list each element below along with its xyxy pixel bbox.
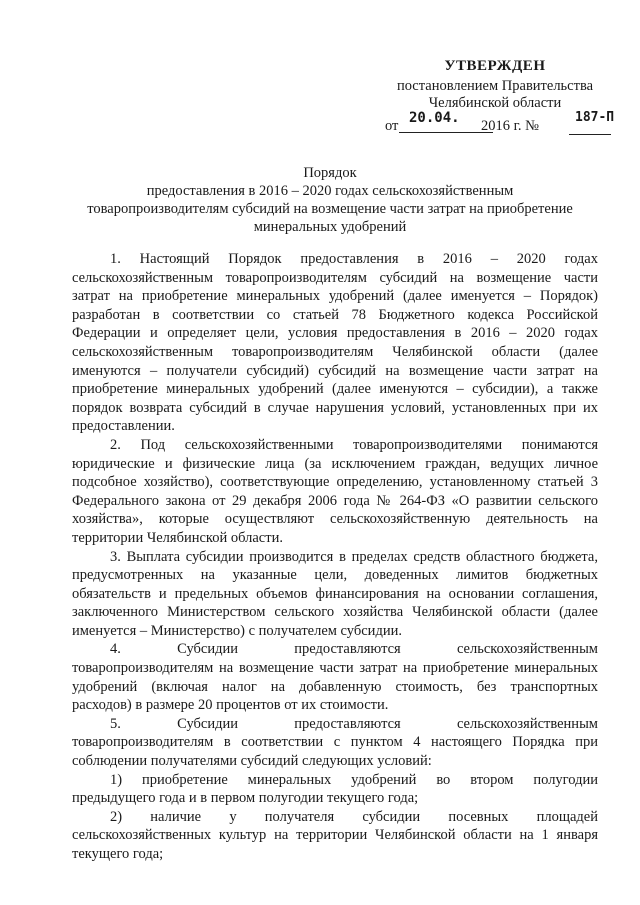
paragraph-line: сельскохозяйственным товаропроизводителям Челябинской области (далее	[72, 343, 598, 360]
document-title	[60, 164, 600, 236]
date-prefix: от	[385, 118, 399, 134]
title-line-1: Порядок	[303, 165, 357, 181]
paragraph-line: сельскохозяйственным товаропроизводителям субсидий на возмещение части	[72, 269, 598, 286]
paragraph-line: затрат на приобретение минеральных удобрений (далее именуется – Порядок)	[72, 288, 598, 305]
paragraph-line: разработан в соответствии со статьей 78 Бюджетного кодекса Российской	[72, 306, 598, 323]
paragraph-4	[72, 640, 598, 714]
resolution-date-line	[357, 110, 617, 134]
paragraph-line: 3. Выплата субсидии производится в пределах средств областного бюджета,	[110, 548, 598, 565]
paragraph-line: удобрений (включая налог на добавленную стоимость, без транспортных	[72, 678, 598, 695]
document-body	[72, 250, 598, 864]
paragraph-line: сельскохозяйственных культур на территории Челябинской области на 1 января	[72, 827, 598, 844]
paragraph-line: юридические и физические лица (за исключением граждан, ведущих личное	[72, 455, 598, 472]
approved-by-line: постановлением Правительства	[396, 78, 594, 94]
number-underline	[569, 134, 611, 135]
paragraph-line: территории Челябинской области.	[72, 529, 283, 546]
paragraph-line: 1) приобретение минеральных удобрений во втором полугодии	[110, 771, 598, 788]
paragraph-line: предыдущего года и в первом полугодии текущего года;	[72, 790, 419, 807]
paragraph-line: товаропроизводителям в соответствии с пунктом 4 настоящего Порядка при	[72, 734, 598, 751]
paragraph-3	[72, 548, 598, 641]
resolution-number: 187-П	[575, 110, 615, 125]
title-line-4: минеральных удобрений	[253, 219, 407, 235]
paragraph-line: предусмотренных на указанные цели, доведенных лимитов бюджетных	[72, 567, 598, 584]
paragraph-line: именуются – получатели субсидий) субсидий на возмещение части затрат на	[72, 362, 598, 379]
paragraph-1	[72, 250, 598, 436]
paragraph-line: Федерации и определяет цели, условия предоставления в 2016 – 2020 годах	[72, 325, 598, 342]
paragraph-line: 2. Под сельскохозяйственными товаропроизводителями понимаются	[110, 436, 598, 453]
approved-heading: УТВЕРЖДЕН	[444, 58, 546, 74]
paragraph-line: Федерального закона от 29 декабря 2006 года № 264-ФЗ «О развитии сельского	[72, 492, 598, 509]
paragraph-line: подсобное хозяйство), соответствующие определению, установленному статьей 3	[72, 474, 598, 491]
paragraph-line: хозяйства», которые осуществляют сельскохозяйственную деятельность на	[72, 511, 598, 528]
title-line-2: предоставления в 2016 – 2020 годах сельскохозяйственным	[146, 183, 514, 199]
year-and-number-label: 2016 г. №	[481, 118, 540, 134]
paragraph-line: порядок возврата субсидий в случае нарушения условий, установленных при их	[72, 399, 598, 416]
approval-stamp	[380, 58, 610, 112]
paragraph-line: текущего года;	[72, 846, 164, 862]
paragraph-line: предоставлении.	[72, 418, 175, 435]
paragraph-line: 4. Субсидии предоставляются сельскохозяйственным	[110, 641, 598, 658]
paragraph-line: 2) наличие у получателя субсидии посевных площадей	[110, 808, 598, 825]
paragraph-line: 1. Настоящий Порядок предоставления в 2016 – 2020 годах	[110, 251, 598, 267]
resolution-date: 20.04.	[409, 110, 460, 126]
region-line: Челябинской области	[428, 95, 562, 111]
paragraph-line: именуется – Министерство) с получателем субсидии.	[72, 622, 402, 639]
paragraph-5	[72, 715, 598, 771]
paragraph-line: 5. Субсидии предоставляются сельскохозяйственным	[110, 715, 598, 732]
paragraph-line: обязательств и предельных объемов финансирования на основании соглашения,	[72, 585, 598, 602]
title-line-3: товаропроизводителям субсидий на возмещение части затрат на приобретение	[87, 201, 573, 217]
paragraph-line: соблюдении получателями субсидий следующих условий:	[72, 753, 432, 770]
paragraph-6	[72, 771, 598, 808]
paragraph-line: товаропроизводителям на возмещение части затрат на приобретение минеральных	[72, 660, 598, 677]
paragraph-7	[72, 808, 598, 864]
paragraph-line: заключенного Министерством сельского хозяйства Челябинской области (далее	[72, 604, 598, 621]
paragraph-2	[72, 436, 598, 548]
date-underline	[399, 132, 493, 133]
paragraph-line: расходов) в размере 20 процентов от их стоимости.	[72, 697, 389, 714]
paragraph-line: приобретение минеральных удобрений (далее именуются – субсидии), а также	[72, 381, 598, 398]
